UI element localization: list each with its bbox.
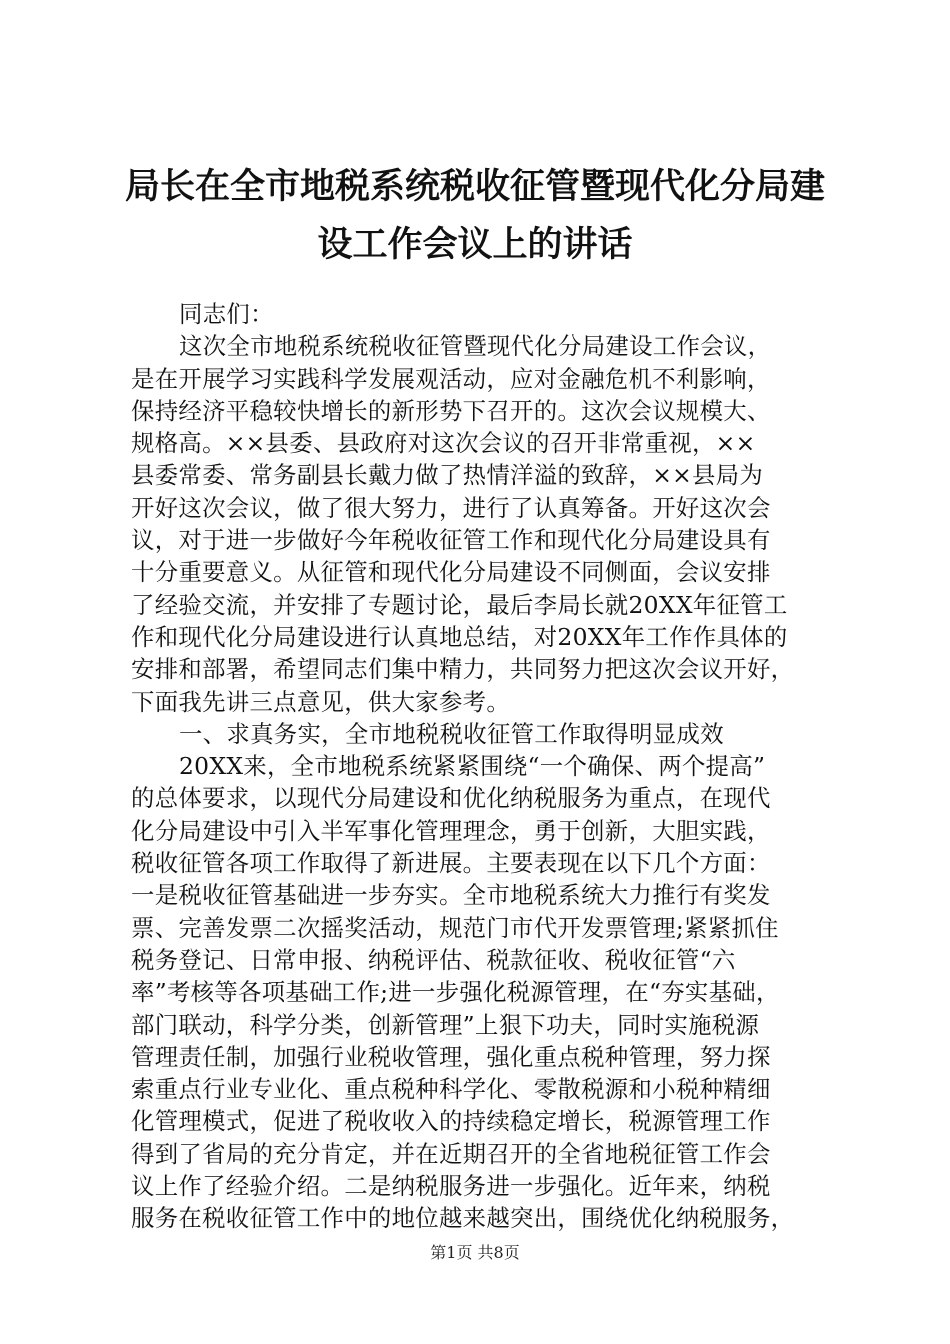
body-line: 这次全市地税系统税收征管暨现代化分局建设工作会议， — [179, 332, 772, 361]
title-line-1: 局长在全市地税系统税收征管暨现代化分局建 — [124, 167, 825, 207]
body-line: 税收征管各项工作取得了新进展。主要表现在以下几个方面： — [131, 849, 771, 878]
body-line: 议上作了经验介绍。二是纳税服务进一步强化。近年来，纳税 — [131, 1172, 771, 1201]
body-line: 20XX来，全市地税系统紧紧围绕“一个确保、两个提高” — [179, 752, 766, 781]
body-line: 服务在税收征管工作中的地位越来越突出，围绕优化纳税服务， — [131, 1204, 795, 1233]
body-line: 一是税收征管基础进一步夯实。全市地税系统大力推行有奖发 — [131, 881, 771, 910]
body-line: 十分重要意义。从征管和现代化分局建设不同侧面，会议安排 — [131, 558, 771, 587]
body-line: 索重点行业专业化、重点税种科学化、零散税源和小税种精细 — [131, 1075, 771, 1104]
body-line: 开好这次会议，做了很大努力，进行了认真筹备。开好这次会 — [131, 493, 771, 522]
document-body — [131, 298, 837, 1235]
body-line: 下面我先讲三点意见，供大家参考。 — [131, 687, 511, 716]
body-line: 化管理模式，促进了税收收入的持续稳定增长，税源管理工作 — [131, 1107, 771, 1136]
section-heading: 一、求真务实，全市地税税收征管工作取得明显成效 — [179, 719, 724, 748]
body-line: 是在开展学习实践科学发展观活动，应对金融危机不利影响， — [131, 364, 771, 393]
salutation: 同志们： — [179, 300, 274, 328]
body-line: 作和现代化分局建设进行认真地总结，对20XX年工作作具体的 — [131, 622, 788, 651]
body-line: 县委常委、常务副县长戴力做了热情洋溢的致辞，××县局为 — [131, 461, 764, 490]
body-line: 了经验交流，并安排了专题讨论，最后李局长就20XX年征管工 — [131, 590, 788, 619]
body-line: 税务登记、日常申报、纳税评估、税款征收、税收征管“六 — [131, 945, 736, 974]
body-line: 安排和部署，希望同志们集中精力，共同努力把这次会议开好， — [131, 655, 795, 684]
body-line: 的总体要求，以现代分局建设和优化纳税服务为重点，在现代 — [131, 784, 771, 813]
body-line: 议，对于进一步做好今年税收征管工作和现代化分局建设具有 — [131, 526, 771, 555]
body-line: 化分局建设中引入半军事化管理理念，勇于创新，大胆实践， — [131, 816, 771, 845]
body-line: 部门联动，科学分类，创新管理”上狠下功夫，同时实施税源 — [131, 1010, 760, 1039]
body-line: 得到了省局的充分肯定，并在近期召开的全省地税征管工作会 — [131, 1139, 771, 1168]
body-line: 管理责任制，加强行业税收管理，强化重点税种管理，努力探 — [131, 1042, 771, 1071]
body-line: 票、完善发票二次摇奖活动，规范门市代开发票管理;紧紧抓住 — [131, 913, 779, 942]
page-footer: 第1页 共8页 — [430, 1243, 520, 1262]
body-line: 率”考核等各项基础工作;进一步强化税源管理，在“夯实基础， — [131, 978, 780, 1007]
document-title — [110, 158, 840, 274]
body-line: 规格高。××县委、县政府对这次会议的召开非常重视，×× — [131, 429, 756, 458]
title-line-2: 设工作会议上的讲话 — [317, 225, 633, 265]
body-line: 保持经济平稳较快增长的新形势下召开的。这次会议规模大、 — [131, 396, 771, 425]
